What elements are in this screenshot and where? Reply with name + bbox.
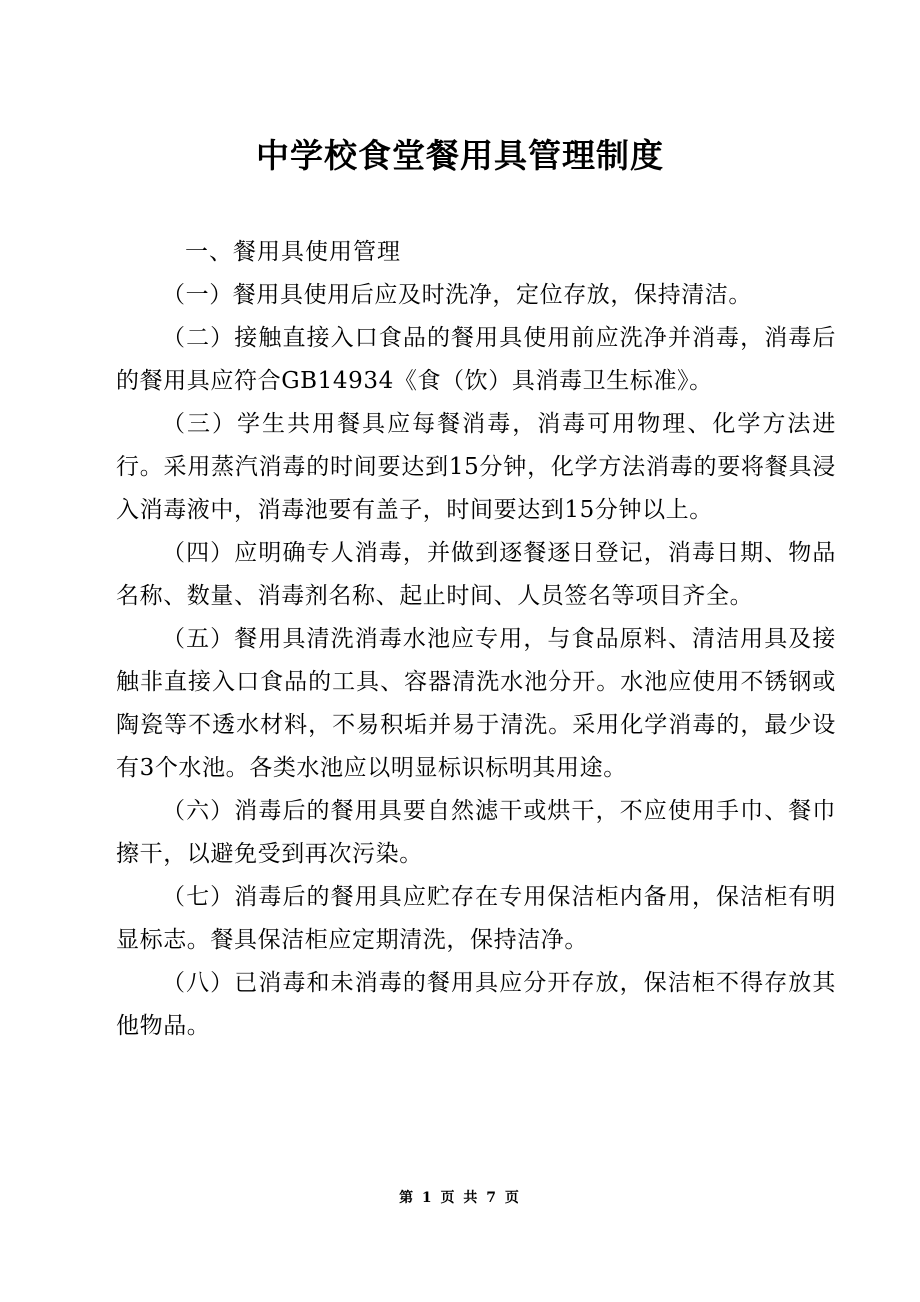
paragraph-1: （一）餐用具使用后应及时洗净，定位存放，保持清洁。 <box>162 282 752 308</box>
paragraph-7: （七）消毒后的餐用具应贮存在专用保洁柜内备用，保洁柜有明显标志。餐具保洁柜应定期清洗，保持洁净。 <box>116 884 836 953</box>
paragraph-2: （二）接触直接入口食品的餐用具使用前应洗净并消毒，消毒后的餐用具应符合GB14934《食（饮）具消毒卫生标准》。 <box>116 325 836 394</box>
paragraph-4: （四）应明确专人消毒，并做到逐餐逐日登记，消毒日期、物品名称、数量、消毒剂名称、起止时间、人员签名等项目齐全。 <box>116 540 836 609</box>
paragraph-3: （三）学生共用餐具应每餐消毒，消毒可用物理、化学方法进行。采用蒸汽消毒的时间要达到15分钟，化学方法消毒的要将餐具浸入消毒液中，消毒池要有盖子，时间要达到15分钟以上。 <box>116 411 836 523</box>
paragraph-6: （六）消毒后的餐用具要自然滤干或烘干，不应使用手巾、餐巾擦干，以避免受到再次污染。 <box>116 798 836 867</box>
paragraph-8: （八）已消毒和未消毒的餐用具应分开存放，保洁柜不得存放其他物品。 <box>116 970 836 1039</box>
document-body <box>116 231 836 1048</box>
section-heading: 一、餐用具使用管理 <box>185 239 401 265</box>
paragraph-5: （五）餐用具清洗消毒水池应专用，与食品原料、清洁用具及接触非直接入口食品的工具、容器清洗水池分开。水池应使用不锈钢或陶瓷等不透水材料，不易积垢并易于清洗。采用化学消毒的，最少设有3个水池。各类水池应以明显标识标明其用途。 <box>116 626 836 781</box>
document-title: 中学校食堂餐用具管理制度 <box>256 136 664 175</box>
page-footer: 第 1 页 共 7 页 <box>399 1190 521 1206</box>
